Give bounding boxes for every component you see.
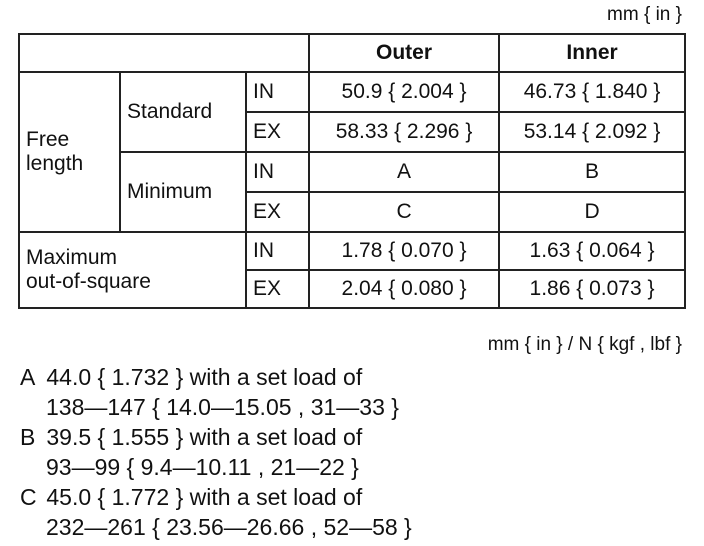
type-cell: EX xyxy=(246,112,309,152)
header-blank xyxy=(19,34,309,72)
unit-label-notes: mm { in } / N { kgf , lbf } xyxy=(487,334,682,355)
spring-spec-table xyxy=(18,33,686,309)
inner-cell: 1.63 { 0.064 } xyxy=(499,232,685,270)
type-cell: IN xyxy=(246,152,309,192)
standard-label: Standard xyxy=(120,72,246,152)
outer-cell: A xyxy=(309,152,499,192)
note-text: 44.0 { 1.732 } with a set load of xyxy=(46,364,363,390)
type-cell: EX xyxy=(246,192,309,232)
note-text: 39.5 { 1.555 } with a set load of xyxy=(46,424,363,450)
header-outer: Outer xyxy=(309,34,499,72)
note-text: 45.0 { 1.772 } with a set load of xyxy=(46,484,363,510)
unit-label-top: mm { in } xyxy=(607,4,682,25)
note-load-line: 138—147 { 14.0—15.05 , 31—33 } xyxy=(46,394,399,420)
table-header-row xyxy=(19,34,685,72)
header-inner: Inner xyxy=(499,34,685,72)
outer-cell: 1.78 { 0.070 } xyxy=(309,232,499,270)
note-line xyxy=(20,482,412,512)
type-cell: IN xyxy=(246,72,309,112)
note-line xyxy=(20,362,412,392)
minimum-label: Minimum xyxy=(120,152,246,232)
inner-cell: 46.73 { 1.840 } xyxy=(499,72,685,112)
note-load-line: 93—99 { 9.4—10.11 , 21—22 } xyxy=(46,454,359,480)
inner-cell: 1.86 { 0.073 } xyxy=(499,270,685,308)
free-length-label: Free length xyxy=(19,72,120,232)
table-row xyxy=(19,72,685,112)
outer-cell: 50.9 { 2.004 } xyxy=(309,72,499,112)
outer-cell: 58.33 { 2.296 } xyxy=(309,112,499,152)
outer-cell: 2.04 { 0.080 } xyxy=(309,270,499,308)
type-cell: IN xyxy=(246,232,309,270)
type-cell: EX xyxy=(246,270,309,308)
note-letter: A xyxy=(20,364,36,390)
out-of-square-label: Maximum out-of-square xyxy=(19,232,246,308)
inner-cell: D xyxy=(499,192,685,232)
notes-list xyxy=(20,362,412,542)
table-row xyxy=(19,232,685,270)
inner-cell: 53.14 { 2.092 } xyxy=(499,112,685,152)
inner-cell: B xyxy=(499,152,685,192)
note-line xyxy=(20,422,412,452)
outer-cell: C xyxy=(309,192,499,232)
note-letter: C xyxy=(20,484,37,510)
note-letter: B xyxy=(20,424,36,450)
note-load-line: 232—261 { 23.56—26.66 , 52—58 } xyxy=(46,514,412,540)
